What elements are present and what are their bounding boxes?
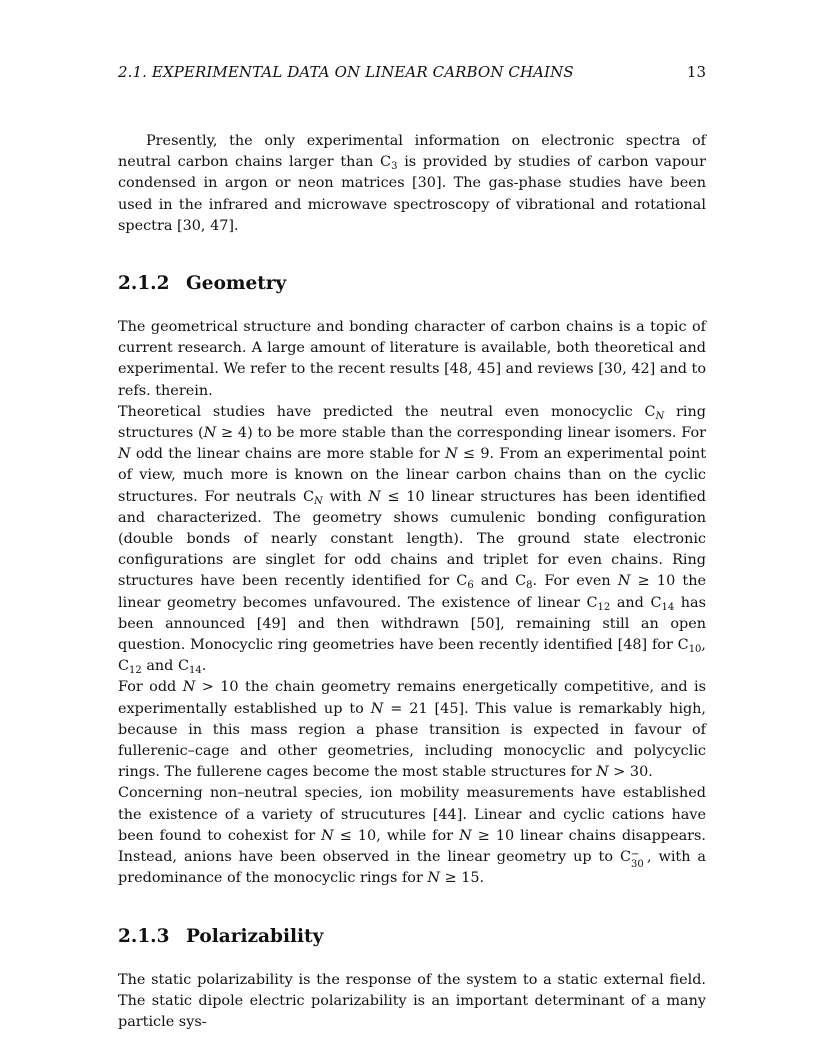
geometry-paragraph-4: Concerning non–neutral species, ion mobility measurements have established the existence of a variety of strucutures [44]. Linear and cyclic cations have been found to cohexist for N ≤ 10, while for N ≥ 10 linear chains disappears. Instead, anions have been observed in the linear geometry up to C − 30 , with a predominance of the monocyclic rings for N ≥ 15. — [118, 785, 707, 887]
running-head-title: 2.1. EXPERIMENTAL DATA ON LINEAR CARBON CHAINS — [118, 63, 574, 81]
section-number: 2.1.3 — [118, 925, 170, 947]
section-number: 2.1.2 — [118, 273, 170, 295]
section-title: Polarizability — [186, 925, 324, 947]
page-number: 13 — [686, 63, 706, 81]
geometry-paragraph-2: Theoretical studies have predicted the neutral even monocyclic $C_N$ ring structures (N ≥ 4) to be more stable than the corresponding linear isomers. For N odd the linear chains are more stable for N ≤ 9. From an experimental point of view, much more is known on the linear carbon chains than on the cyclic structures. For neutrals $C_N$ with N ≤ 10 linear structures has been identified and characterized. The geometry shows cumulenic bonding configuration (double bonds of nearly constant length). The ground state electronic configurations are singlet for odd chains and triplet for even chains. Ring structures have been recently identified for $C_6$ and $C_8$. For even N ≥ 10 the linear geometry becomes unfavoured. The existence of linear $C_{12}$ and $C_{14}$ has been announced [49] and then withdrawn [50], remaining still an open question. Monocyclic ring geometries have been recently identified [48] for $C_{10}$, $C_{12}$ and $C_{14}$. — [118, 403, 706, 677]
anion-sup-sub: − 30 — [630, 849, 644, 871]
section-heading-geometry — [118, 271, 706, 297]
geometry-paragraph-3: For odd N > 10 the chain geometry remains energetically competitive, and is experimentally established up to N = 21 [45]. This value is remarkably high, because in this mass region a phase transition is expected in favour of fullerenic–cage and other geometries, including monocyclic and polycyclic rings. The fullerene cages become the most stable structures for N > 30. — [118, 679, 706, 781]
page — [118, 62, 706, 1033]
intro-paragraph: Presently, the only experimental information on electronic spectra of neutral carbon chains larger than $C_3$ is provided by studies of carbon vapour condensed in argon or neon matrices [30]. The gas-phase studies have been used in the infrared and microwave spectroscopy of vibrational and rotational spectra [30, 47]. — [118, 133, 706, 234]
section-heading-polarizability — [118, 924, 706, 950]
section-title: Geometry — [186, 273, 287, 295]
geometry-paragraph-1: The geometrical structure and bonding character of carbon chains is a topic of current research. A large amount of literature is available, both theoretical and experimental. We refer to the recent results [48, 45] and reviews [30, 42] and to refs. therein. — [118, 319, 706, 399]
polarizability-paragraph-1: The static polarizability is the response of the system to a static external field. The static dipole electric polarizability is an important determinant of a many particle sys- — [118, 971, 706, 1030]
running-head — [118, 62, 706, 82]
